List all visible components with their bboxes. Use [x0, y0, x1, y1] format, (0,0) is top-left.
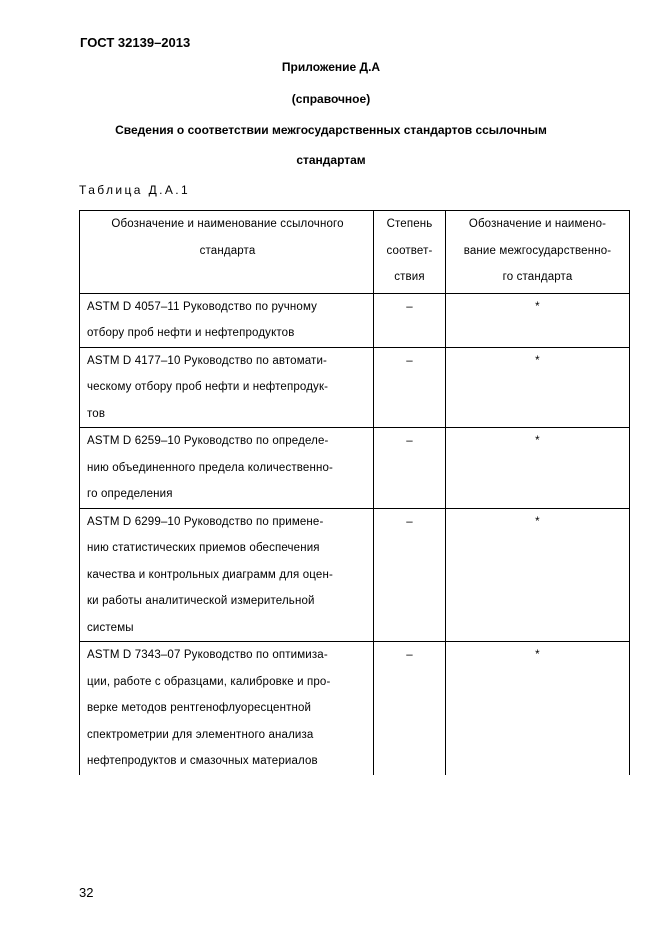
- annex-note: (справочное): [291, 92, 371, 106]
- cell-text-line: нефтепродуктов и смазочных материалов: [87, 755, 318, 767]
- cell-text-line: ки работы аналитической измерительной: [87, 595, 315, 607]
- table-row: [80, 293, 630, 347]
- cell-text-line: качества и контрольных диаграмм для оцен-: [87, 568, 333, 581]
- cell-reference-standard: [80, 428, 374, 509]
- header-text-line: Обозначение и наимено-: [468, 218, 607, 230]
- table-row: [80, 642, 630, 775]
- cell-interstate-standard: *: [446, 642, 630, 775]
- cell-interstate-standard: *: [446, 428, 630, 509]
- table-body: [80, 293, 630, 775]
- correspondence-table: [79, 210, 630, 775]
- cell-text-line: системы: [87, 621, 134, 634]
- page-number: 32: [79, 885, 94, 900]
- table-row: [80, 428, 630, 509]
- header-reference-standard: [80, 211, 374, 294]
- header-degree: [374, 211, 446, 294]
- cell-text-line: ASTM D 4177–10 Руководство по автомати-: [87, 354, 328, 367]
- cell-degree: –: [374, 347, 446, 428]
- cell-text-line: ASTM D 7343–07 Руководство по оптимиза-: [87, 649, 328, 661]
- cell-degree: –: [374, 508, 446, 642]
- cell-text-line: спектрометрии для элементного анализа: [87, 728, 314, 741]
- document-code: ГОСТ 32139–2013: [80, 35, 191, 50]
- cell-text-line: нию статистических приемов обеспечения: [87, 542, 320, 554]
- cell-text-line: ASTM D 4057–11 Руководство по ручному: [87, 300, 318, 313]
- cell-reference-standard: [80, 293, 374, 347]
- cell-text-line: ческому отбору проб нефти и нефтепродук-: [87, 381, 329, 393]
- cell-reference-standard: [80, 347, 374, 428]
- table-header: [80, 211, 630, 294]
- cell-reference-standard: [80, 508, 374, 642]
- annex-title: Приложение Д.А: [281, 60, 381, 74]
- header-text-line: Степень: [386, 218, 433, 230]
- cell-text-line: тов: [87, 407, 106, 420]
- table-caption: Таблица Д.А.1: [79, 183, 191, 197]
- header-text-line: го стандарта: [502, 271, 573, 283]
- header-text-line: Обозначение и наименование ссылочного: [111, 218, 344, 230]
- header-text-line: ствия: [394, 271, 425, 283]
- header-interstate-standard: [446, 211, 630, 294]
- cell-interstate-standard: *: [446, 508, 630, 642]
- cell-text-line: го определения: [87, 488, 173, 500]
- header-text-line: соответ-: [386, 244, 433, 257]
- header-text-line: стандарта: [199, 244, 256, 257]
- cell-reference-standard: [80, 642, 374, 775]
- cell-text-line: нию объединенного предела количественно-: [87, 461, 333, 474]
- cell-degree: –: [374, 293, 446, 347]
- table-header-row: [80, 211, 630, 294]
- cell-text-line: верке методов рентгенофлуоресцентной: [87, 702, 312, 714]
- header-text-line: вание межгосударственно-: [463, 244, 612, 257]
- cell-text-line: ции, работе с образцами, калибровке и про-: [87, 675, 331, 688]
- cell-text-line: ASTM D 6299–10 Руководство по примене-: [87, 515, 324, 528]
- cell-text-line: отбору проб нефти и нефтепродуктов: [87, 327, 295, 339]
- annex-heading-line-2: стандартам: [296, 153, 366, 167]
- cell-interstate-standard: *: [446, 347, 630, 428]
- table-row: [80, 347, 630, 428]
- cell-interstate-standard: *: [446, 293, 630, 347]
- cell-text-line: ASTM D 6259–10 Руководство по определе-: [87, 435, 329, 447]
- cell-degree: –: [374, 642, 446, 775]
- cell-degree: –: [374, 428, 446, 509]
- annex-heading-line-1: Сведения о соответствии межгосударственных стандартов ссылочным: [115, 123, 547, 137]
- table-row: [80, 508, 630, 642]
